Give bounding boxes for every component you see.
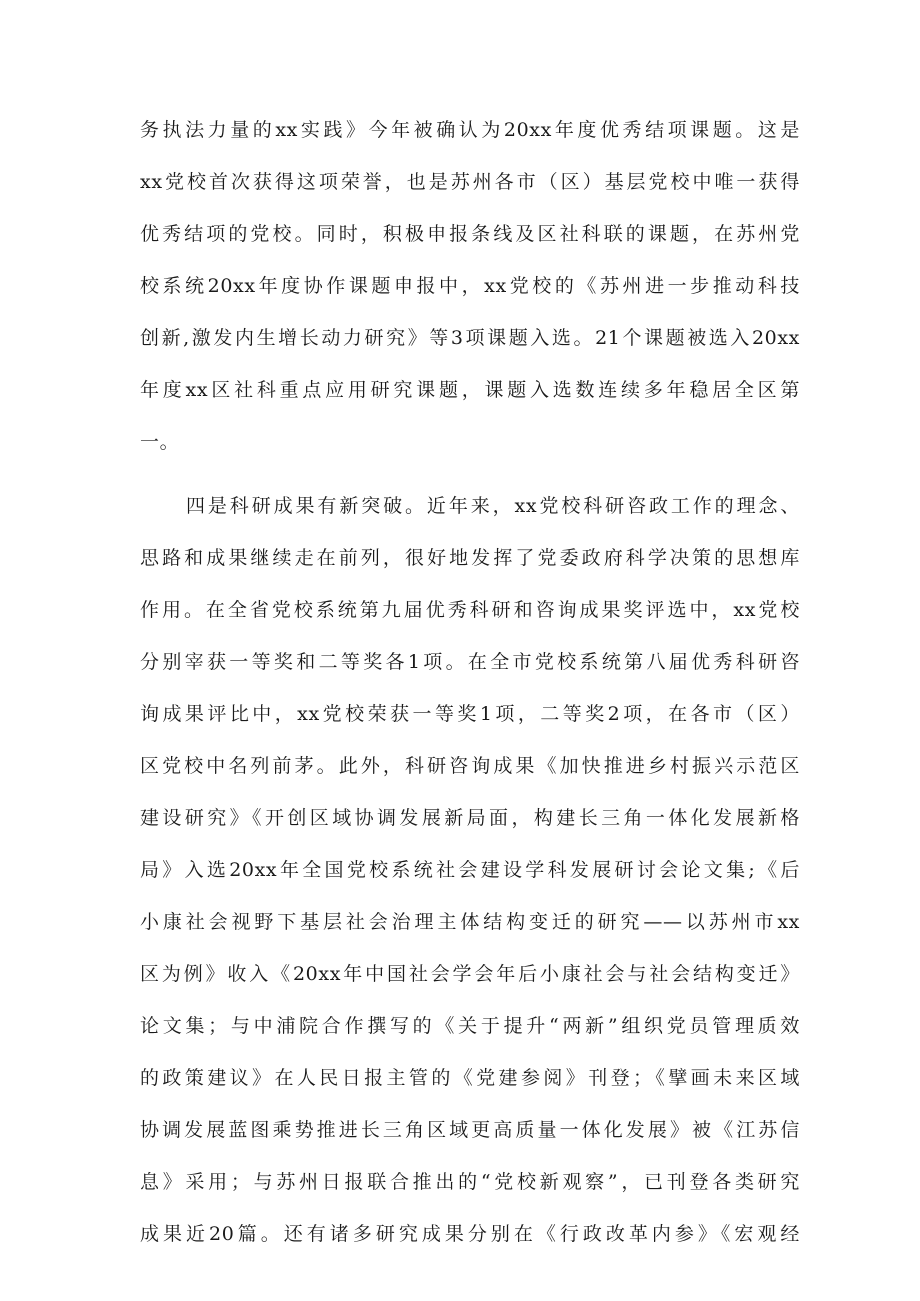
text-line: 的政策建议》在人民日报主管的《党建参阅》刊登；《擘画未来区域 <box>140 1067 800 1089</box>
text-line: 成果近20篇。还有诸多研究成果分别在《行政改革内参》《宏观经 <box>140 1223 800 1245</box>
text-line: 局》入选20xx年全国党校系统社会建设学科发展研讨会论文集;《后 <box>140 859 800 881</box>
text-line: 建设研究》《开创区域协调发展新局面，构建长三角一体化发展新格 <box>140 807 800 829</box>
text-line: 区党校中名列前茅。此外，科研咨询成果《加快推进乡村振兴示范区 <box>140 755 800 777</box>
text-line: 协调发展蓝图乘势推进长三角区域更高质量一体化发展》被《江苏信 <box>140 1119 800 1141</box>
text-line: 校系统20xx年度协作课题申报中，xx党校的《苏州进一步推动科技 <box>140 275 800 297</box>
text-line: 一。 <box>140 431 180 453</box>
text-line: 区为例》收入《20xx年中国社会学会年后小康社会与社会结构变迁》 <box>140 963 800 985</box>
text-line: 四是科研成果有新突破。近年来，xx党校科研咨政工作的理念、 <box>186 495 800 517</box>
text-line: 思路和成果继续走在前列，很好地发挥了党委政府科学决策的思想库 <box>140 547 800 569</box>
text-line: 作用。在全省党校系统第九届优秀科研和咨询成果奖评选中，xx党校 <box>140 599 800 621</box>
text-line: 询成果评比中，xx党校荣获一等奖1项，二等奖2项，在各市（区） <box>140 703 800 725</box>
text-line: 小康社会视野下基层社会治理主体结构变迁的研究——以苏州市xx <box>140 911 800 933</box>
text-line: 分别宰获一等奖和二等奖各1项。在全市党校系统第八届优秀科研咨 <box>140 651 800 673</box>
text-line: xx党校首次获得这项荣誉，也是苏州各市（区）基层党校中唯一获得 <box>140 171 800 193</box>
text-line: 息》采用；与苏州日报联合推出的“党校新观察”，已刊登各类研究 <box>140 1171 800 1193</box>
text-line: 务执法力量的xx实践》今年被确认为20xx年度优秀结项课题。这是 <box>140 119 800 141</box>
text-line: 优秀结项的党校。同时，积极申报条线及区社科联的课题，在苏州党 <box>140 223 800 245</box>
text-line: 论文集；与中浦院合作撰写的《关于提升“两新”组织党员管理质效 <box>140 1015 800 1037</box>
text-line: 年度xx区社科重点应用研究课题，课题入选数连续多年稳居全区第 <box>140 379 800 401</box>
text-line: 创新,激发内生增长动力研究》等3项课题入选。21个课题被选入20xx <box>140 327 800 349</box>
